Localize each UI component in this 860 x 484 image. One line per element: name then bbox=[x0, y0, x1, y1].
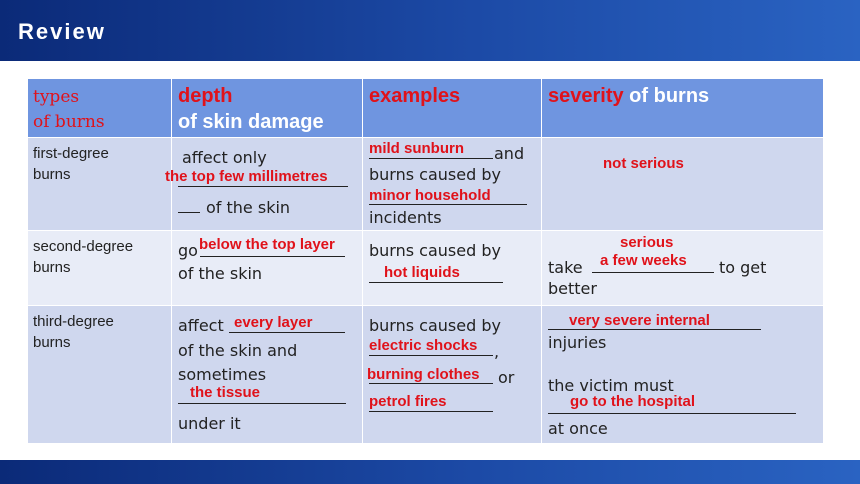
row2-examples bbox=[363, 231, 542, 306]
row3-depth-answer1: every layer bbox=[234, 314, 313, 331]
row2-depth-blank bbox=[200, 256, 345, 257]
header-examples-label: examples bbox=[369, 85, 461, 107]
footer-bar bbox=[0, 460, 860, 484]
row1-depth-blank2 bbox=[178, 212, 200, 213]
row2-sev-answer1: serious bbox=[620, 234, 674, 251]
row2-type-line2: burns bbox=[33, 259, 71, 276]
row3-sev-answer1: very severe internal bbox=[569, 312, 710, 329]
row2-sev-text3: better bbox=[548, 279, 597, 298]
row1-depth-blank1 bbox=[178, 186, 348, 187]
header-depth-line1: depth bbox=[178, 85, 233, 107]
row1-depth-text2: of the skin bbox=[206, 198, 291, 217]
row2-ex-text1: burns caused by bbox=[369, 241, 501, 260]
row1-ex-blank1 bbox=[369, 158, 493, 159]
table-row bbox=[28, 231, 824, 306]
row3-ex-blank2 bbox=[369, 383, 493, 384]
row3-ex-blank3 bbox=[369, 411, 493, 412]
row3-sev-blank1 bbox=[548, 329, 761, 330]
row3-ex-answer3: petrol fires bbox=[369, 393, 447, 410]
row3-sev-text1: injuries bbox=[548, 333, 607, 352]
row1-depth bbox=[165, 138, 363, 231]
row3-sev-text3: at once bbox=[548, 419, 608, 438]
header-types-line2: of burns bbox=[33, 112, 105, 132]
row2-sev-text2: to get bbox=[719, 258, 767, 277]
row3-type-line1: third-degree bbox=[33, 313, 114, 330]
header-types bbox=[28, 79, 172, 138]
row2-sev-answer2: a few weeks bbox=[600, 252, 687, 269]
row1-ex-text1: and bbox=[494, 144, 525, 163]
row2-ex-blank bbox=[369, 282, 503, 283]
header-examples bbox=[363, 79, 542, 138]
row3-severity bbox=[542, 306, 824, 444]
header-depth-line2: of skin damage bbox=[178, 111, 324, 133]
row1-depth-answer: the top few millimetres bbox=[165, 168, 328, 185]
row3-type bbox=[28, 306, 172, 444]
header-depth bbox=[172, 79, 363, 138]
row2-severity bbox=[542, 231, 824, 306]
row3-depth-text4: under it bbox=[178, 414, 241, 433]
row3-ex-answer1: electric shocks bbox=[369, 337, 478, 354]
row3-depth-blank2 bbox=[178, 403, 346, 404]
table-row bbox=[28, 138, 824, 231]
row3-type-line2: burns bbox=[33, 334, 71, 351]
row3-examples bbox=[363, 306, 542, 444]
row3-sev-blank2 bbox=[548, 413, 796, 414]
table-row bbox=[28, 306, 824, 444]
header-bar bbox=[0, 0, 860, 61]
row3-depth-text1: affect bbox=[178, 316, 224, 335]
row2-depth-answer: below the top layer bbox=[199, 236, 335, 253]
row3-sev-text2: the victim must bbox=[548, 376, 674, 395]
page-title: Review bbox=[18, 19, 106, 44]
row2-ex-answer1: hot liquids bbox=[384, 264, 460, 281]
review-table bbox=[27, 78, 824, 444]
row1-sev-answer: not serious bbox=[603, 155, 684, 172]
row1-ex-text2: burns caused by bbox=[369, 165, 501, 184]
row3-depth bbox=[172, 306, 363, 444]
table-header-row bbox=[28, 79, 824, 138]
row1-type bbox=[28, 138, 172, 231]
row3-ex-text1: burns caused by bbox=[369, 316, 501, 335]
row3-ex-or: or bbox=[498, 368, 515, 387]
row2-depth bbox=[172, 231, 363, 306]
row2-type-line1: second-degree bbox=[33, 238, 134, 255]
header-severity-rest: of burns bbox=[623, 85, 710, 107]
row1-ex-blank2 bbox=[369, 204, 527, 205]
row2-sev-blank bbox=[592, 272, 714, 273]
row3-sev-answer2: go to the hospital bbox=[570, 393, 695, 410]
row2-type bbox=[28, 231, 172, 306]
row1-ex-answer1: mild sunburn bbox=[369, 140, 464, 157]
row1-type-line2: burns bbox=[33, 166, 71, 183]
header-types-line1: types bbox=[33, 87, 80, 107]
row3-depth-text3: sometimes bbox=[178, 365, 267, 384]
row1-type-line1: first-degree bbox=[33, 145, 109, 162]
row2-sev-text1: take bbox=[548, 258, 583, 277]
row3-ex-comma: , bbox=[494, 342, 500, 361]
header-severity-word: severity bbox=[548, 85, 624, 107]
row1-severity bbox=[542, 138, 824, 231]
row1-examples bbox=[363, 138, 542, 231]
row3-depth-answer2: the tissue bbox=[190, 384, 261, 401]
row3-depth-blank1 bbox=[229, 332, 345, 333]
row2-depth-text2: of the skin bbox=[178, 264, 263, 283]
row1-ex-answer2: minor household bbox=[369, 187, 491, 204]
row3-depth-text2: of the skin and bbox=[178, 341, 298, 360]
header-severity bbox=[542, 79, 824, 138]
row3-ex-answer2: burning clothes bbox=[367, 366, 480, 383]
row3-ex-blank1 bbox=[369, 355, 493, 356]
row2-depth-text1: go bbox=[178, 241, 198, 260]
row1-ex-text3: incidents bbox=[369, 208, 442, 227]
header-severity-label bbox=[548, 85, 709, 108]
row1-depth-text1: affect only bbox=[182, 148, 267, 167]
